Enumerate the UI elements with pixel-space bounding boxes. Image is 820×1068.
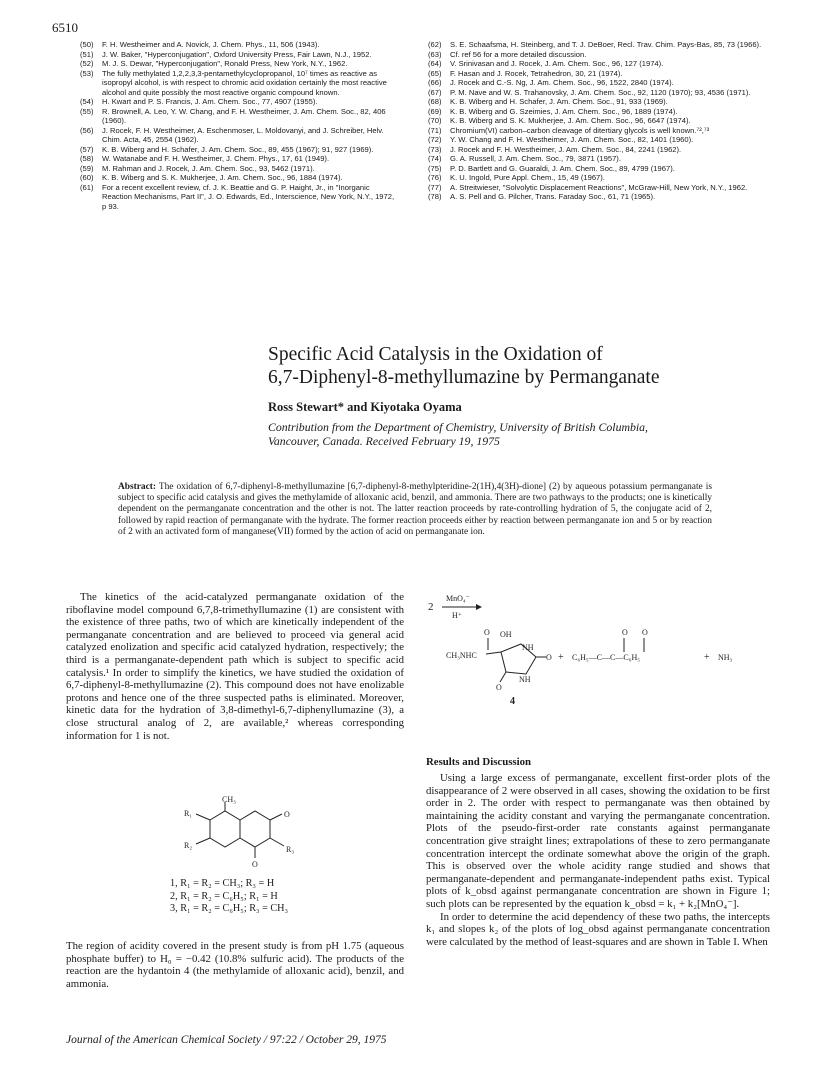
title-line-2: 6,7-Diphenyl-8-methyllumazine by Permanganate: [268, 367, 660, 388]
reference-number: (76): [428, 173, 442, 182]
hydantoin-ring: [486, 638, 546, 682]
reference-text: V. Srinivasan and J. Rocek, J. Am. Chem. Soc., 96, 127 (1974).: [450, 59, 664, 68]
compound-1: 1, R₁ = R₂ = CH₃; R₃ = H: [170, 878, 275, 889]
reference-number: (54): [80, 97, 94, 106]
reference-text: S. E. Schaafsma, H. Steinberg, and T. J. DeBoer, Recl. Trav. Chim. Pays-Bas, 85, 73 (1966).: [450, 40, 762, 49]
intro-column: [66, 591, 404, 742]
reference-item: [428, 192, 773, 202]
reference-item: [428, 40, 773, 50]
reference-item: [428, 69, 773, 79]
journal-footer: Journal of the American Chemical Society / 97:22 / October 29, 1975: [66, 1034, 387, 1046]
reference-number: (74): [428, 154, 442, 163]
reference-text: W. Watanabe and F. H. Westheimer, J. Chem. Phys., 17, 61 (1949).: [102, 154, 330, 163]
reference-number: (68): [428, 97, 442, 106]
reference-text: P. M. Nave and W. S. Trahanovsky, J. Am. Chem. Soc., 92, 1120 (1970); 93, 4536 (1971).: [450, 87, 751, 97]
reference-text: K. B. Wiberg and G. Szeimies, J. Am. Chem. Soc., 96, 1889 (1974).: [450, 106, 678, 116]
reference-number: (51): [80, 49, 94, 59]
reference-item: [428, 164, 773, 174]
abstract-text: The oxidation of 6,7-diphenyl-8-methyllumazine [6,7-diphenyl-8-methylpteridine-2(1H),4(3H)-dione] (2) by aqueous potassium permanganate is subject to specific acid catalysis and gives the methylamide of alloxanic acid, benzil, and ammonia. There are two pathways to the products; one is kinetically dependent on the permanganate concentration and the other is not. The latter reaction proceeds by rate-controlling hydration of 5, the conjugate acid of 2, followed by rapid reaction of permanganate with the hydrate. The former reaction proceeds either by reaction between permanganate ion and 5 or by reaction of 2 with an activated form of manganese(VII) formed by the action of acid on permanganate ion.: [118, 482, 712, 537]
affiliation-line-1: Contribution from the Department of Chemistry, University of British Columbia,: [268, 420, 649, 434]
scheme-plus-2: +: [704, 652, 710, 663]
reference-item: [80, 69, 398, 98]
reference-number: (55): [80, 106, 94, 116]
reference-item: [428, 135, 773, 145]
reference-item: [428, 78, 773, 88]
reference-item: [80, 164, 398, 174]
scheme-reactant: 2: [428, 601, 434, 613]
reference-number: (53): [80, 68, 94, 78]
reference-item: [428, 145, 773, 155]
reference-text: K. B. Wiberg and S. K. Mukherjee, J. Am. Chem. Soc., 96, 6647 (1974).: [450, 116, 691, 125]
scheme-catalyst: H⁺: [452, 611, 462, 620]
reference-number: (71): [428, 125, 442, 135]
reference-number: (52): [80, 59, 94, 68]
reference-number: (62): [428, 40, 442, 49]
reference-text: H. Kwart and P. S. Francis, J. Am. Chem. Soc., 77, 4907 (1955).: [102, 97, 318, 106]
reference-text: K. U. Ingold, Pure Appl. Chem., 15, 49 (1967).: [450, 173, 605, 182]
reference-item: [80, 97, 398, 107]
reference-text: Y. W. Chang and F. H. Westheimer, J. Am. Chem. Soc., 82, 1401 (1960).: [450, 135, 694, 144]
svg-text:R₁: R₁: [184, 809, 193, 818]
scheme-plus-1: +: [558, 652, 564, 663]
intro-paragraph: The kinetics of the acid-catalyzed permanganate oxidation of the riboflavine model compound 6,7,8-trimethyllumazine (1) are consistent with the existence of three paths, two of which are kinetically independent of the permanganate concentration and are believed to proceed via general acid catalyzed enolization and specific acid catalyzed hydration, respectively; the third is a permanganate-dependent path which is subject to specific acid catalysis.¹ In order to simplify the kinetics, we have studied the oxidation of 6,7-diphenyl-8-methyllumazine (2). This compound does not have enolizable protons and hence one of the three suspected paths is eliminated. Moreover, kinetic data for the hydration of 3,8-dimethyl-6,7-diphenyllumazine (3), a close structural analog of 2, are available,² whereas corresponding information for 1 is not.: [66, 591, 404, 742]
references-right: [428, 40, 773, 202]
reference-text: K. B. Wiberg and H. Schafer, J. Am. Chem. Soc., 91, 933 (1969).: [450, 97, 668, 106]
reference-number: (66): [428, 78, 442, 87]
svg-text:O: O: [484, 628, 490, 637]
reference-text: R. Brownell, A. Leo, Y. W. Chang, and F. H. Westheimer, J. Am. Chem. Soc., 82, 406 (1960).: [102, 106, 386, 125]
scheme-reagent: MnO₄⁻: [446, 594, 470, 603]
references-left: [80, 40, 398, 211]
reference-item: [428, 116, 773, 126]
reference-text: For a recent excellent review, cf. J. K. Beattie and G. P. Haight, Jr., in "Inorganic Reaction Mechanisms, Part II", J. O. Edwards, Ed., Interscience, New York, N.Y., 1972, p 93.: [102, 182, 395, 211]
reference-text: M. J. S. Dewar, "Hyperconjugation", Ronald Press, New York, N.Y., 1962.: [102, 59, 348, 68]
svg-text:O: O: [622, 628, 628, 637]
reference-number: (57): [80, 144, 94, 154]
svg-text:CH₃NHC: CH₃NHC: [446, 651, 477, 660]
article-title: [268, 343, 788, 389]
results-paragraph-2: In order to determine the acid dependency of these two paths, the intercepts k₁ and slopes k₂ of the plots of log_obsd against permanganate concentration were calculated by the method of least-squares and are shown in Table I. When: [426, 910, 770, 948]
reference-item: [80, 50, 398, 60]
svg-text:CH₃: CH₃: [222, 795, 236, 804]
reference-number: (65): [428, 68, 442, 78]
reference-text: P. D. Bartlett and G. Guaraldi, J. Am. Chem. Soc., 89, 4799 (1967).: [450, 163, 675, 173]
svg-text:NH: NH: [519, 675, 531, 684]
authors: Ross Stewart* and Kiyotaka Oyama: [268, 400, 462, 414]
reference-item: [428, 88, 773, 98]
reference-item: [80, 107, 398, 126]
reference-text: G. A. Russell, J. Am. Chem. Soc., 79, 3871 (1957).: [450, 154, 621, 163]
reference-number: (67): [428, 87, 442, 97]
reference-number: (59): [80, 163, 94, 173]
compound-3: 3, R₁ = R₂ = C₆H₅; R₃ = CH₃: [170, 903, 289, 914]
reference-text: A. Streitwieser, "Solvolytic Displacement Reactions", McGraw-Hill, New York, N.Y., 1962.: [450, 182, 748, 192]
region-paragraph: [66, 940, 404, 990]
svg-text:O: O: [284, 810, 290, 819]
scheme-benzil: C₆H₅—C—C—C₆H₅: [572, 653, 641, 662]
reference-item: [428, 173, 773, 183]
reference-number: (56): [80, 125, 94, 135]
scheme-product-label: 4: [510, 696, 515, 707]
reference-item: [80, 145, 398, 155]
reference-text: F. H. Westheimer and A. Novick, J. Chem. Phys., 11, 506 (1943).: [102, 40, 320, 49]
scheme-ammonia: NH₃: [718, 653, 733, 662]
reference-item: [428, 183, 773, 193]
reference-item: [428, 50, 773, 60]
reference-text: Chromium(VI) carbon–carbon cleavage of ditertiary glycols is well known.⁷²,⁷³: [450, 125, 710, 135]
reference-text: J. W. Baker, "Hyperconjugation", Oxford University Press, Fair Lawn, N.J., 1952.: [102, 49, 372, 59]
reference-number: (58): [80, 154, 94, 163]
reference-text: K. B. Wiberg and S. K. Mukherjee, J. Am. Chem. Soc., 96, 1884 (1974).: [102, 173, 343, 182]
region-text: The region of acidity covered in the present study is from pH 1.75 (aqueous phosphate buffer) to H₀ = −0.42 (10.8% sulfuric acid). The products of the reaction are the hydantoin 4 (the methylamide of alloxanic acid), benzil, and ammonia.: [66, 940, 404, 990]
reference-item: [80, 183, 398, 212]
title-line-1: Specific Acid Catalysis in the Oxidation of: [268, 344, 603, 365]
reference-number: (61): [80, 182, 94, 192]
reference-number: (50): [80, 40, 94, 49]
reference-item: [428, 154, 773, 164]
abstract: [118, 482, 712, 538]
reference-text: F. Hasan and J. Rocek, Tetrahedron, 30, 21 (1974).: [450, 68, 623, 78]
reference-number: (63): [428, 49, 442, 59]
svg-text:R₃: R₃: [286, 845, 295, 854]
svg-text:O: O: [252, 860, 258, 869]
reference-text: J. Rocek, F. H. Westheimer, A. Eschenmoser, L. Moldovanyi, and J. Schreiber, Helv. Chim. Acta, 45, 2554 (1962).: [102, 125, 384, 144]
reference-text: J. Rocek and F. H. Westheimer, J. Am. Chem. Soc., 84, 2241 (1962).: [450, 144, 682, 154]
scheme-arrow-head: [476, 604, 482, 610]
compound-2: 2, R₁ = R₂ = C₆H₅; R₁ = H: [170, 890, 278, 902]
reference-item: [428, 107, 773, 117]
benzil-carbonyls: [624, 638, 644, 652]
svg-text:O: O: [496, 683, 502, 692]
lumazine-structure: [150, 795, 350, 870]
affiliation-line-2: Vancouver, Canada. Received February 19, 1975: [268, 434, 500, 448]
reference-text: A. S. Pell and G. Pilcher, Trans. Faraday Soc., 61, 71 (1965).: [450, 192, 656, 201]
reference-item: [428, 126, 773, 136]
reaction-scheme: [426, 592, 776, 742]
compound-list: [170, 878, 288, 916]
reference-item: [80, 126, 398, 145]
abstract-label: Abstract:: [118, 482, 157, 492]
reference-number: (72): [428, 135, 442, 144]
svg-text:O: O: [546, 653, 552, 662]
reference-number: (78): [428, 192, 442, 201]
results-paragraph-1: Using a large excess of permanganate, excellent first-order plots of the disappearance of 2 were observed in all cases, showing the oxidation to be first order in 2. The order with respect to permanganate was then obtained by maintaining the acidity constant and varying the permanganate concentration. Plots of the pseudo-first-order rate constants against permanganate concentration give straight lines; extrapolations of these to zero permanganate concentration intercept the ordinate somewhat above the origin of the graph. This is observed over the whole acidity range studied and shows that permanganate-dependent and permanganate-independent paths exist. Typical plots of k_obsd against permanganate concentration are shown in Figure 1; such plots can be represented by the equation k_obsd = k₁ + k₂[MnO₄⁻].: [426, 772, 770, 910]
svg-text:NH: NH: [522, 643, 534, 652]
reference-text: J. Rocek and C.-S. Ng, J. Am. Chem. Soc., 96, 1522, 2840 (1974).: [450, 78, 674, 87]
results-heading: Results and Discussion: [426, 756, 532, 768]
reference-item: [80, 154, 398, 164]
reference-number: (69): [428, 106, 442, 116]
results-column: [426, 772, 770, 948]
reference-number: (64): [428, 59, 442, 68]
reference-number: (70): [428, 116, 442, 125]
svg-text:O: O: [642, 628, 648, 637]
reference-item: [80, 173, 398, 183]
reference-number: (73): [428, 144, 442, 154]
reference-item: [80, 59, 398, 69]
reference-number: (75): [428, 163, 442, 173]
svg-text:R₂: R₂: [184, 841, 193, 850]
reference-item: [428, 59, 773, 69]
reference-item: [428, 97, 773, 107]
reference-text: K. B. Wiberg and H. Schafer, J. Am. Chem. Soc., 89, 455 (1967); 91, 927 (1969).: [102, 144, 374, 154]
affiliation: [268, 420, 738, 448]
reference-text: M. Rahman and J. Rocek, J. Am. Chem. Soc., 93, 5462 (1971).: [102, 163, 315, 173]
reference-text: The fully methylated 1,2,2,3,3-pentamethylcyclopropanol, 10⁷ times as reactive as isopropyl alcohol, is with respect to chromic acid oxidation certainly the most reactive alcohol and quite possibly the most reactive organic compound known.: [102, 68, 387, 97]
svg-text:OH: OH: [500, 630, 512, 639]
reference-item: [80, 40, 398, 50]
reference-number: (77): [428, 182, 442, 192]
reference-text: Cf. ref 56 for a more detailed discussion.: [450, 49, 587, 59]
page-number: 6510: [52, 20, 78, 35]
reference-number: (60): [80, 173, 94, 182]
